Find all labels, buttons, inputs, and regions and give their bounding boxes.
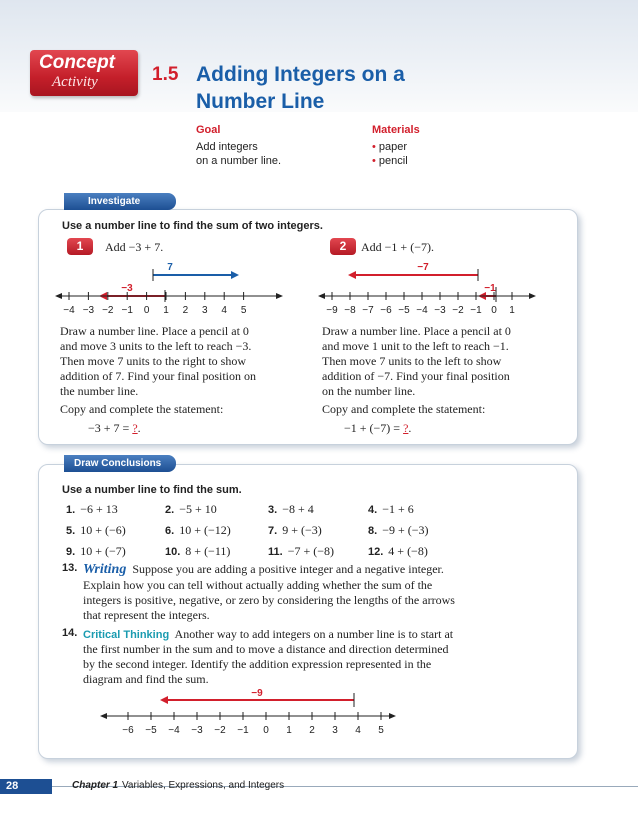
badge-activity: Activity — [52, 74, 98, 90]
materials-list — [372, 140, 408, 168]
tick-label: 5 — [240, 305, 247, 316]
tick-label: 5 — [378, 725, 384, 736]
tick-label: −2 — [452, 305, 464, 316]
step-1-number-line — [55, 257, 285, 317]
tick-label: −6 — [122, 725, 134, 736]
step-2-paragraph: Draw a number line. Place a pencil at 0 and move 1 unit to the left to reach −1. Then move 7 units to the left to show addition of −7. Find your final position on the number line. — [322, 324, 511, 398]
tick-label: 1 — [286, 725, 292, 736]
materials-label: Materials — [372, 124, 420, 136]
tick-label: −5 — [145, 725, 157, 736]
step-1-paragraph: Draw a number line. Place a pencil at 0 and move 3 units to the left to reach −3. Then move 7 units to the right to show addition of 7. Find your final position on the number line. — [60, 324, 256, 398]
tick-label: −1 — [470, 305, 482, 316]
footer-chapter-title: Variables, Expressions, and Integers — [122, 780, 285, 791]
arrow-label-long: 7 — [167, 262, 173, 273]
conclusions-tab: Draw Conclusions — [64, 455, 176, 472]
critical-thinking-label: Critical Thinking — [83, 629, 170, 641]
step-1-badge: 1 — [67, 238, 93, 255]
step-2-badge: 2 — [330, 238, 356, 255]
tick-label: −2 — [214, 725, 226, 736]
tick-label: 2 — [309, 725, 315, 736]
badge-concept: Concept — [39, 52, 115, 73]
tick-label: 2 — [182, 305, 189, 316]
tick-label: −9 — [326, 305, 338, 316]
step-2-number-line — [318, 257, 538, 317]
tick-label: 0 — [491, 305, 497, 316]
tick-label: 4 — [355, 725, 361, 736]
question-13: 13. Writing Suppose you are adding a positive integer and a negative integer. Explain how you can tell without actually adding whether the sum of the integers is positive, negative, or zero by considering the lengths of the arrows that represent the integers. — [62, 562, 455, 622]
tick-label: −8 — [344, 305, 356, 316]
exercise-item: 3. −8 + 4 — [268, 502, 314, 516]
conclusions-instruction: Use a number line to find the sum. — [62, 484, 242, 496]
title-line-1: Adding Integers on a — [196, 63, 405, 86]
exercise-item: 5. 10 + (−6) — [66, 523, 126, 537]
arrow-label-short: −1 — [484, 283, 496, 294]
tick-label: −1 — [121, 305, 133, 316]
exercise-item: 9. 10 + (−7) — [66, 544, 126, 558]
section-number: 1.5 — [152, 64, 179, 85]
arrow-label-long: −7 — [417, 262, 429, 273]
writing-label: Writing — [83, 562, 127, 577]
tick-label: −2 — [102, 305, 114, 316]
tick-label: 1 — [509, 305, 515, 316]
exercise-item: 6. 10 + (−12) — [165, 523, 231, 537]
tick-label: −4 — [168, 725, 180, 736]
tick-label: −1 — [237, 725, 249, 736]
material-item: • paper — [372, 141, 408, 153]
exercise-item: 1. −6 + 13 — [66, 502, 118, 516]
step-2-prompt: Add −1 + (−7). — [361, 240, 434, 254]
exercise-item: 10. 8 + (−11) — [165, 544, 231, 558]
exercise-item: 7. 9 + (−3) — [268, 523, 322, 537]
step-1-prompt: Add −3 + 7. — [105, 240, 164, 254]
exercise-item: 4. −1 + 6 — [368, 502, 414, 516]
investigate-tab: Investigate — [64, 193, 176, 210]
step-1-equation: −3 + 7 = ?. — [88, 421, 141, 435]
exercise-item: 12. 4 + (−8) — [368, 544, 428, 558]
step-2-copy: Copy and complete the statement: — [322, 402, 486, 416]
arrow-label-short: −3 — [121, 283, 133, 294]
step-1-copy: Copy and complete the statement: — [60, 402, 224, 416]
tick-label: −4 — [63, 305, 75, 316]
investigate-instruction: Use a number line to find the sum of two integers. — [62, 220, 323, 232]
exercise-item: 2. −5 + 10 — [165, 502, 217, 516]
exercise-item: 11. −7 + (−8) — [268, 544, 334, 558]
exercise-item: 8. −9 + (−3) — [368, 523, 429, 537]
page-title — [196, 61, 405, 115]
step-2-equation: −1 + (−7) = ?. — [344, 421, 412, 435]
tick-label: −3 — [434, 305, 446, 316]
question-14-number-line — [100, 688, 400, 738]
footer-chapter: Chapter 1 — [72, 780, 119, 791]
tick-label: 3 — [332, 725, 338, 736]
material-item: • pencil — [372, 155, 408, 167]
tick-label: −4 — [416, 305, 428, 316]
tick-label: −3 — [191, 725, 203, 736]
tick-label: −7 — [362, 305, 374, 316]
title-line-2: Number Line — [196, 90, 325, 113]
concept-activity-badge — [30, 50, 138, 96]
tick-label: 1 — [163, 305, 169, 316]
question-14: 14. Critical Thinking Another way to add integers on a number line is to start at the first number in the sum and to move a distance and direction determined by the second integer. Identify the addition expression represented in the diagram and find the sum. — [62, 627, 454, 686]
goal-line-1: Add integers — [196, 141, 258, 153]
goal-line-2: on a number line. — [196, 155, 281, 167]
tick-label: −6 — [380, 305, 392, 316]
tick-label: 0 — [143, 305, 150, 316]
tick-label: −3 — [82, 305, 95, 316]
page-number: 28 — [6, 780, 19, 792]
tick-label: −5 — [398, 305, 410, 316]
tick-label: 4 — [221, 305, 227, 316]
goal-label: Goal — [196, 124, 221, 136]
tick-label: 0 — [263, 725, 269, 736]
goal-text — [196, 140, 281, 168]
tick-label: 3 — [202, 305, 208, 316]
arrow-label: −9 — [251, 688, 263, 699]
